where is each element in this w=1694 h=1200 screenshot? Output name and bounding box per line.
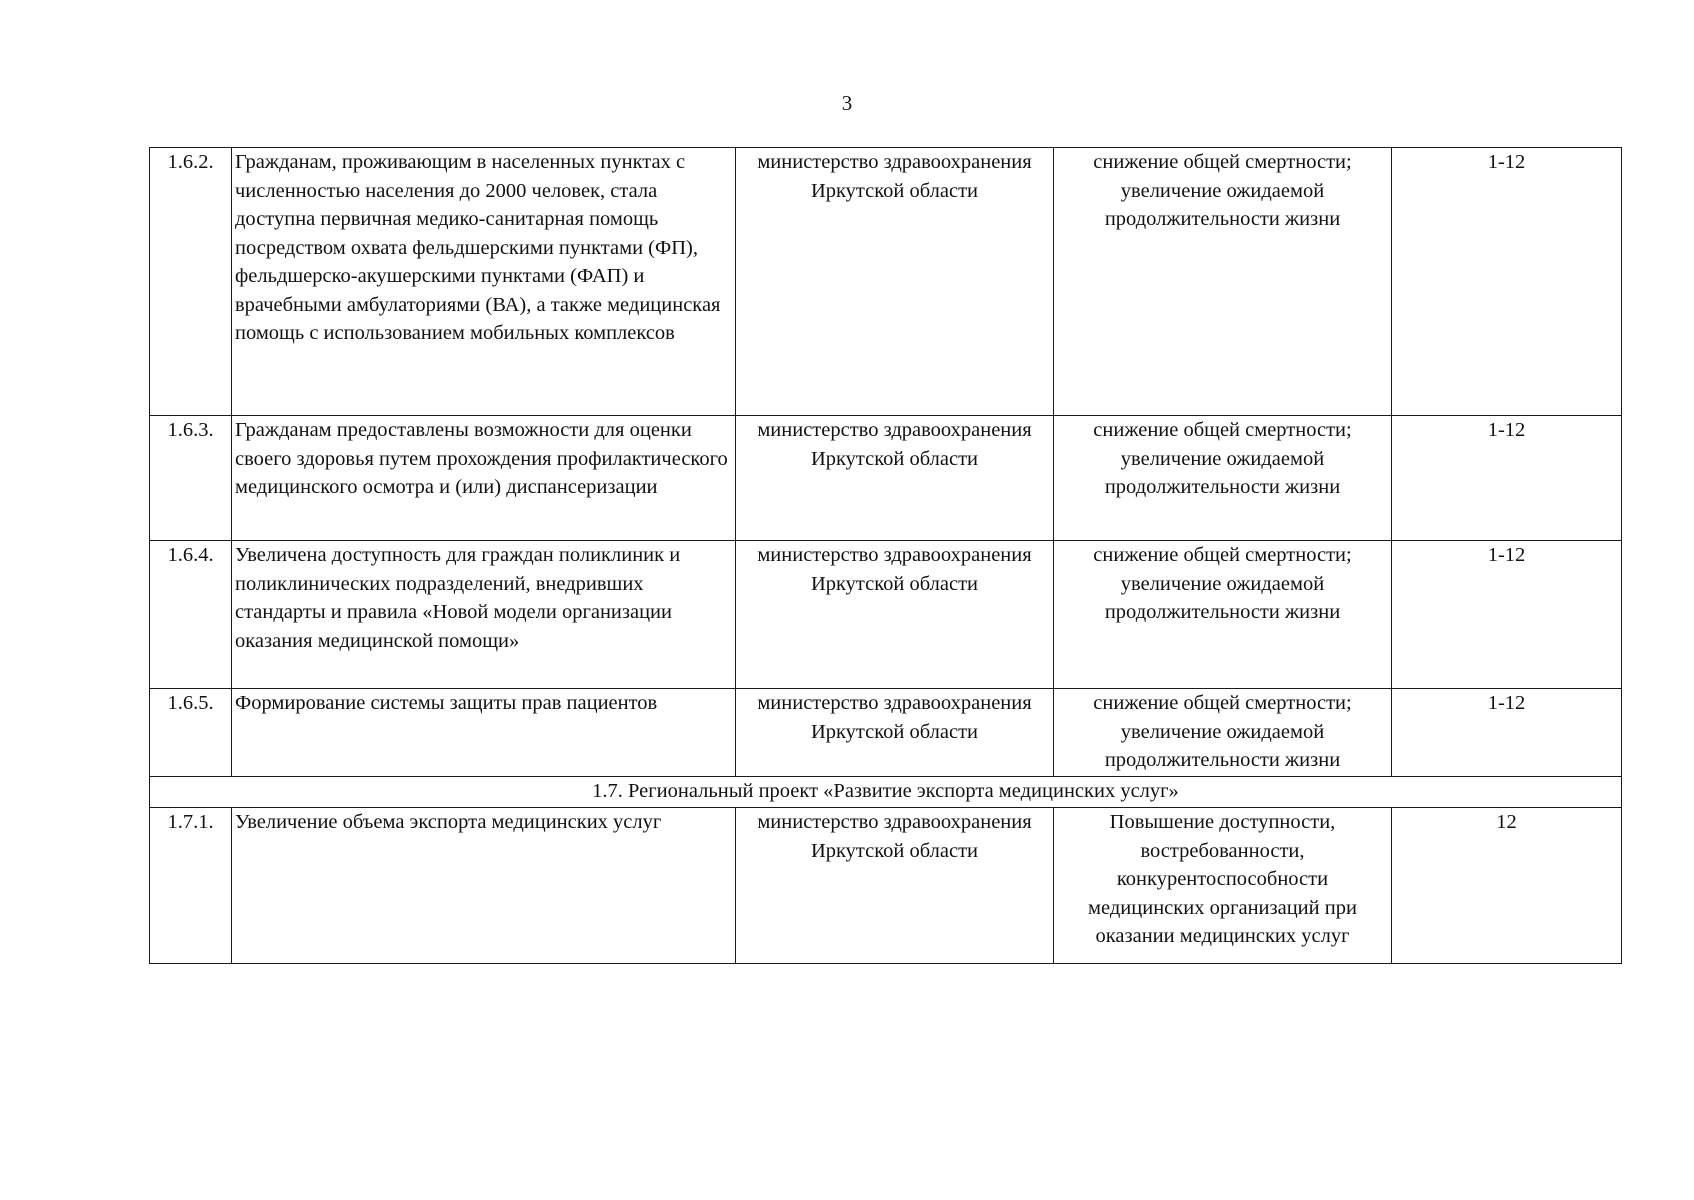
section-title: 1.7. Региональный проект «Развитие экспорта медицинских услуг» bbox=[150, 777, 1622, 808]
row-term: 12 bbox=[1392, 808, 1622, 964]
effect-cell bbox=[1054, 808, 1392, 964]
effect-line: продолжительности жизни bbox=[1104, 208, 1341, 230]
effect-cell bbox=[1054, 416, 1392, 541]
row-term: 1-12 bbox=[1392, 148, 1622, 416]
table-row bbox=[150, 689, 1622, 777]
table-row bbox=[150, 148, 1622, 416]
table-row bbox=[150, 416, 1622, 541]
responsible-cell bbox=[736, 689, 1054, 777]
effect-line: увеличение ожидаемой bbox=[1120, 447, 1325, 470]
effect-line: снижение общей смертности; bbox=[1093, 544, 1352, 566]
responsible-line: Иркутской области bbox=[810, 447, 979, 470]
table-row bbox=[150, 541, 1622, 689]
responsible-line: Иркутской области bbox=[810, 179, 979, 202]
effect-line: конкурентоспособности bbox=[1116, 868, 1329, 890]
responsible-line: министерство здравоохранения bbox=[757, 811, 1032, 833]
row-number: 1.6.2. bbox=[150, 148, 232, 416]
page-number: 3 bbox=[841, 91, 853, 115]
responsible-line: Иркутской области bbox=[810, 839, 979, 862]
row-description: Гражданам, проживающим в населенных пунктах с численностью населения до 2000 человек, стала доступна первичная медико-санитарная помощь посредством охвата фельдшерскими пунктами (ФП), фельдшерско-акушерскими пунктами (ФАП) и врачебными амбулаториями (ВА), а также медицинская помощь с использованием мобильных комплексов bbox=[232, 148, 736, 416]
effect-line: снижение общей смертности; bbox=[1093, 151, 1352, 173]
effect-line: снижение общей смертности; bbox=[1093, 692, 1352, 714]
table-row bbox=[150, 808, 1622, 964]
responsible-cell bbox=[736, 808, 1054, 964]
row-description: Увеличение объема экспорта медицинских услуг bbox=[232, 808, 736, 964]
row-number: 1.6.3. bbox=[150, 416, 232, 541]
responsible-cell bbox=[736, 541, 1054, 689]
effect-cell bbox=[1054, 148, 1392, 416]
row-term: 1-12 bbox=[1392, 416, 1622, 541]
row-description: Гражданам предоставлены возможности для оценки своего здоровья путем прохождения профилактического медицинского осмотра и (или) диспансеризации bbox=[232, 416, 736, 541]
responsible-line: Иркутской области bbox=[810, 572, 979, 595]
section-row bbox=[150, 777, 1622, 808]
effect-line: увеличение ожидаемой bbox=[1120, 572, 1325, 595]
row-term: 1-12 bbox=[1392, 689, 1622, 777]
effect-line: продолжительности жизни bbox=[1104, 749, 1341, 771]
effect-line: востребованности, bbox=[1140, 839, 1305, 862]
effect-line: оказании медицинских услуг bbox=[1095, 925, 1350, 947]
row-term: 1-12 bbox=[1392, 541, 1622, 689]
responsible-line: министерство здравоохранения bbox=[757, 419, 1032, 441]
row-number: 1.7.1. bbox=[150, 808, 232, 964]
responsible-cell bbox=[736, 148, 1054, 416]
effect-line: увеличение ожидаемой bbox=[1120, 179, 1325, 202]
effect-cell bbox=[1054, 689, 1392, 777]
effect-cell bbox=[1054, 541, 1392, 689]
effect-line: Повышение доступности, bbox=[1109, 811, 1336, 833]
effect-line: снижение общей смертности; bbox=[1093, 419, 1352, 441]
effect-line: увеличение ожидаемой bbox=[1120, 720, 1325, 743]
effect-line: продолжительности жизни bbox=[1104, 601, 1341, 623]
row-number: 1.6.4. bbox=[150, 541, 232, 689]
responsible-line: министерство здравоохранения bbox=[757, 692, 1032, 714]
effect-line: медицинских организаций при bbox=[1088, 896, 1357, 919]
responsible-line: министерство здравоохранения bbox=[757, 151, 1032, 173]
row-description: Увеличена доступность для граждан поликлиник и поликлинических подразделений, внедривших стандарты и правила «Новой модели организации оказания медицинской помощи» bbox=[232, 541, 736, 689]
responsible-cell bbox=[736, 416, 1054, 541]
responsible-line: министерство здравоохранения bbox=[757, 544, 1032, 566]
effect-line: продолжительности жизни bbox=[1104, 476, 1341, 498]
row-description: Формирование системы защиты прав пациентов bbox=[232, 689, 736, 777]
row-number: 1.6.5. bbox=[150, 689, 232, 777]
measures-table bbox=[149, 147, 1622, 964]
responsible-line: Иркутской области bbox=[810, 720, 979, 743]
